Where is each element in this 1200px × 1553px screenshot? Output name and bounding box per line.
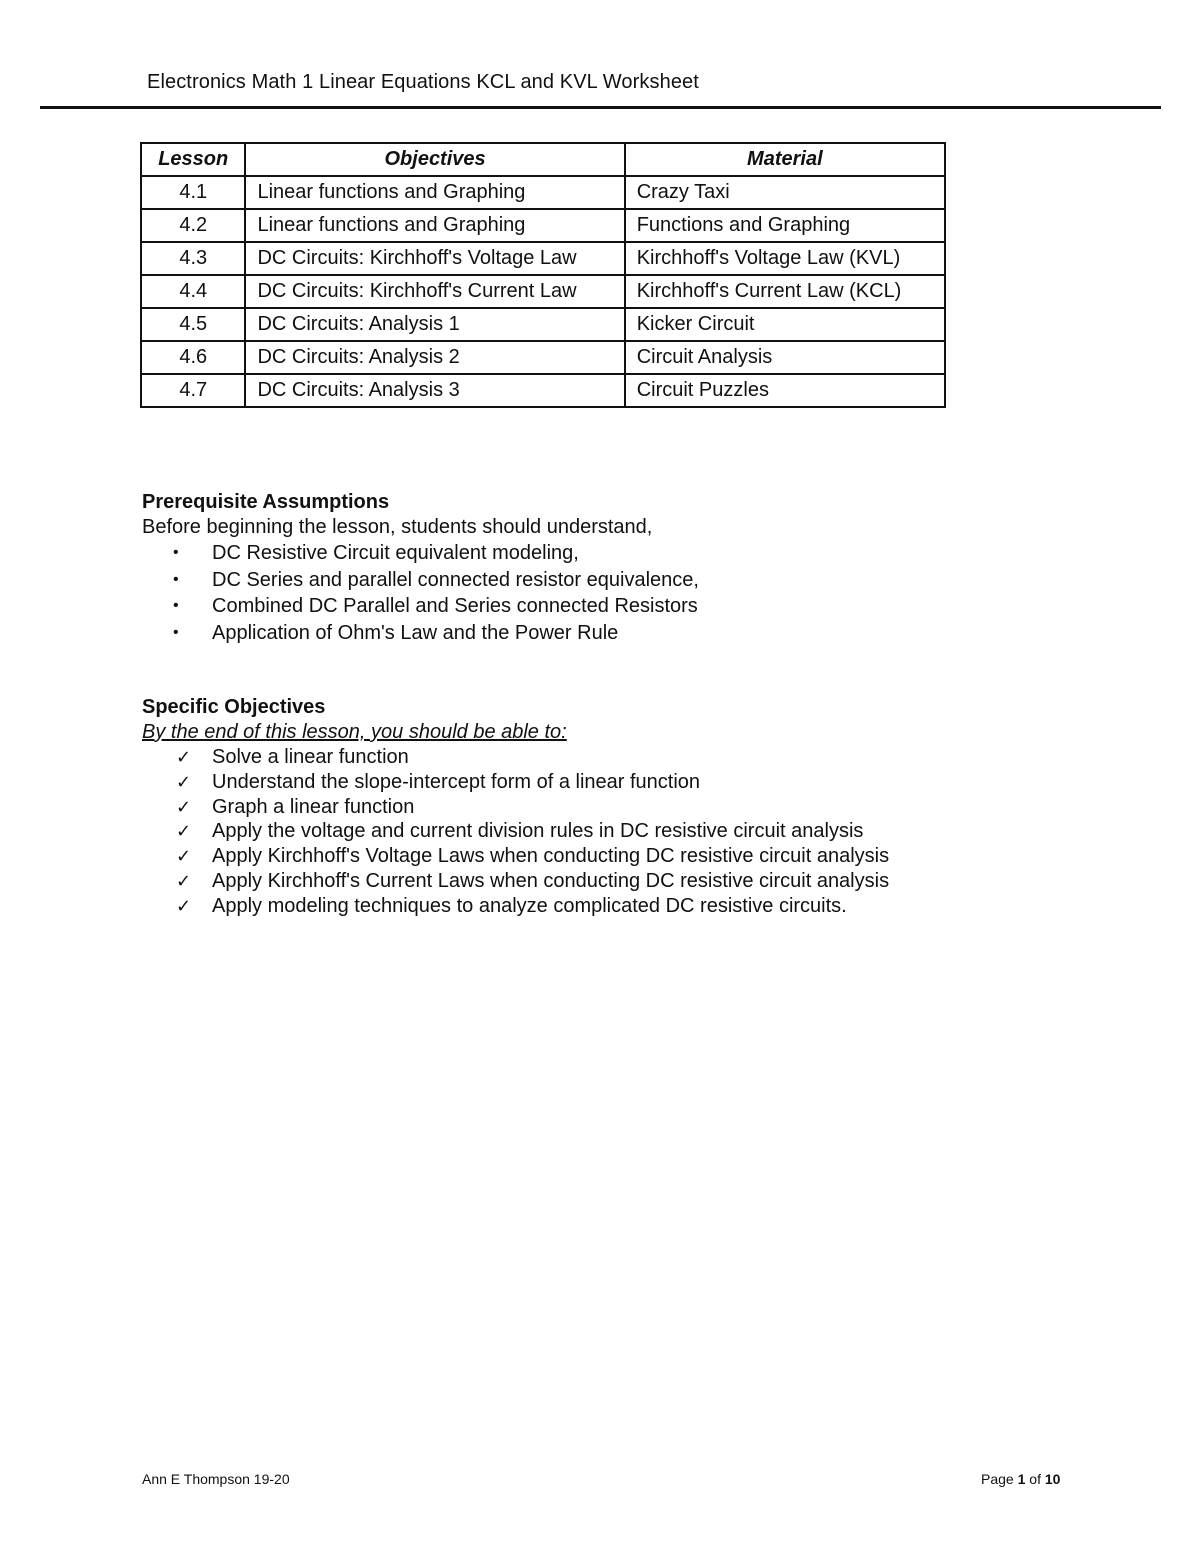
prerequisites-intro: Before beginning the lesson, students should understand, — [142, 516, 653, 538]
document-title: Electronics Math 1 Linear Equations KCL and KVL Worksheet — [147, 71, 699, 93]
objective-cell: DC Circuits: Kirchhoff's Voltage Law — [245, 242, 624, 275]
bullet-icon: • — [173, 623, 179, 641]
checkmark-icon: ✓ — [176, 771, 192, 792]
column-header-objectives: Objectives — [245, 143, 624, 176]
objective-cell: DC Circuits: Analysis 3 — [245, 374, 624, 407]
objectives-heading: Specific Objectives — [142, 696, 326, 718]
list-item-text: Solve a linear function — [212, 746, 409, 768]
table-row — [141, 176, 945, 209]
checkmark-icon: ✓ — [176, 870, 192, 891]
material-cell: Kirchhoff's Current Law (KCL) — [625, 275, 945, 308]
objective-cell: DC Circuits: Analysis 2 — [245, 341, 624, 374]
list-item-text: Combined DC Parallel and Series connected Resistors — [212, 595, 698, 617]
list-item-text: Application of Ohm's Law and the Power Rule — [212, 621, 619, 644]
lesson-number-cell: 4.4 — [141, 275, 245, 308]
checkmark-icon: ✓ — [176, 846, 192, 867]
list-item — [142, 620, 699, 647]
list-item-text: Graph a linear function — [212, 795, 415, 818]
list-item-text: Apply Kirchhoff's Voltage Laws when conducting DC resistive circuit analysis — [212, 845, 890, 868]
list-item — [142, 745, 889, 770]
table-row — [141, 374, 945, 407]
list-item — [142, 593, 699, 620]
footer-author: Ann E Thompson 19-20 — [142, 1471, 290, 1487]
footer-page-indicator — [981, 1471, 1060, 1487]
bullet-icon: • — [173, 597, 179, 614]
lesson-number-cell: 4.6 — [141, 341, 245, 374]
bullet-icon: • — [173, 570, 179, 588]
column-header-material: Material — [625, 143, 945, 176]
objectives-intro: By the end of this lesson, you should be able to: — [142, 721, 567, 743]
lesson-number-cell: 4.2 — [141, 209, 245, 242]
lesson-number-cell: 4.7 — [141, 374, 245, 407]
list-item — [142, 844, 889, 869]
list-item — [142, 869, 889, 894]
objectives-section — [142, 695, 889, 919]
objective-cell: Linear functions and Graphing — [245, 176, 624, 209]
prerequisites-list — [142, 540, 699, 646]
objective-cell: Linear functions and Graphing — [245, 209, 624, 242]
list-item-text: Apply Kirchhoff's Current Laws when conducting DC resistive circuit analysis — [212, 869, 890, 892]
list-item — [142, 770, 889, 795]
list-item — [142, 894, 889, 919]
table-header-row — [141, 143, 945, 176]
checkmark-icon: ✓ — [176, 895, 192, 916]
lesson-number-cell: 4.1 — [141, 176, 245, 209]
objectives-list — [142, 745, 889, 919]
checkmark-icon: ✓ — [176, 821, 192, 842]
table-row — [141, 308, 945, 341]
table-row — [141, 242, 945, 275]
objective-cell: DC Circuits: Kirchhoff's Current Law — [245, 275, 624, 308]
page-number: 1 — [1017, 1471, 1026, 1487]
material-cell: Circuit Analysis — [625, 341, 945, 374]
table-row — [141, 209, 945, 242]
list-item — [142, 819, 889, 844]
prerequisites-section — [142, 490, 699, 646]
material-cell: Kicker Circuit — [625, 308, 945, 341]
page-total: 10 — [1044, 1471, 1061, 1487]
page-label: Page — [981, 1471, 1014, 1487]
column-header-lesson: Lesson — [141, 143, 245, 176]
list-item-text: DC Series and parallel connected resistor equivalence, — [212, 568, 699, 591]
list-item — [142, 567, 699, 594]
prerequisites-heading: Prerequisite Assumptions — [142, 491, 390, 513]
lesson-table — [140, 142, 946, 408]
material-cell: Crazy Taxi — [625, 176, 945, 209]
material-cell: Functions and Graphing — [625, 209, 945, 242]
checkmark-icon: ✓ — [176, 796, 192, 817]
table-row — [141, 341, 945, 374]
objective-cell: DC Circuits: Analysis 1 — [245, 308, 624, 341]
list-item-text: DC Resistive Circuit equivalent modeling, — [212, 542, 579, 564]
list-item-text: Understand the slope-intercept form of a linear function — [212, 770, 701, 793]
table-row — [141, 275, 945, 308]
checkmark-icon: ✓ — [176, 747, 192, 767]
material-cell: Circuit Puzzles — [625, 374, 945, 407]
list-item-text: Apply modeling techniques to analyze complicated DC resistive circuits. — [212, 894, 847, 917]
page-of-label: of — [1029, 1471, 1041, 1487]
header-divider — [40, 106, 1161, 109]
list-item — [142, 540, 699, 567]
list-item-text: Apply the voltage and current division rules in DC resistive circuit analysis — [212, 820, 864, 843]
lesson-number-cell: 4.5 — [141, 308, 245, 341]
lesson-number-cell: 4.3 — [141, 242, 245, 275]
material-cell: Kirchhoff's Voltage Law (KVL) — [625, 242, 945, 275]
bullet-icon: • — [173, 544, 179, 561]
list-item — [142, 795, 889, 820]
